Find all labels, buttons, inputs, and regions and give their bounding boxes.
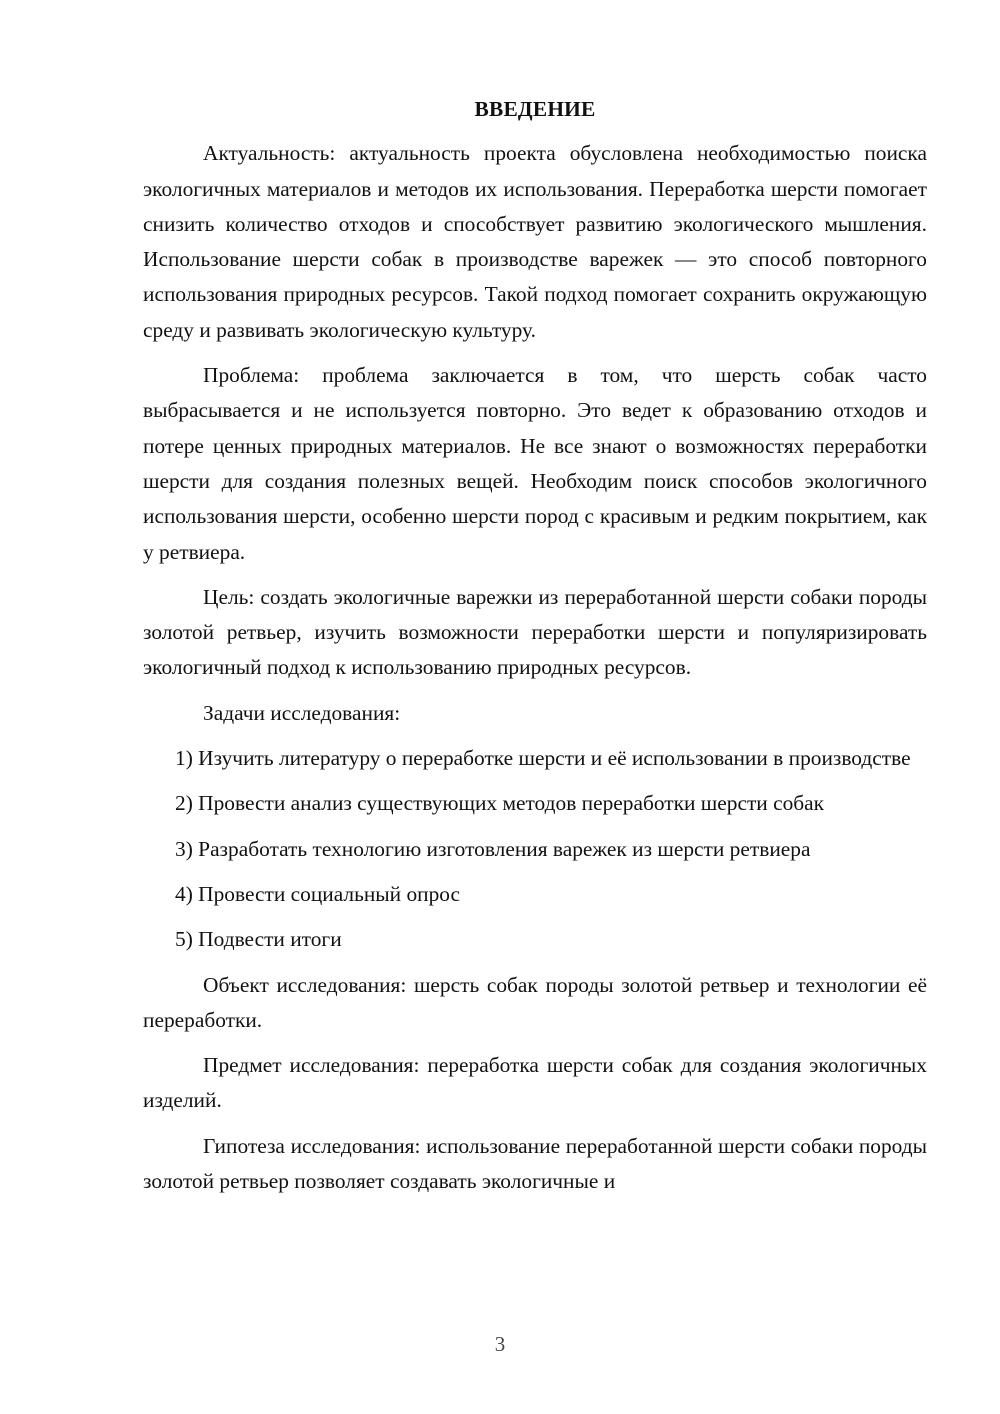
relevance-paragraph: Актуальность: актуальность проекта обусловлена необходимостью поиска экологичных материалов и методов их использования. Переработка шерсти помогает снизить количество отходов и способствует развитию экологического мышления. Использование шерсти собак в производстве варежек — это способ повторного использования природных ресурсов. Такой подход помогает сохранить окружающую среду и развивать экологическую культуру. — [143, 141, 927, 342]
goal-paragraph: Цель: создать экологичные варежки из переработанной шерсти собаки породы золотой ретвьер, изучить возможности переработки шерсти и популяризировать экологичный подход к использованию природных ресурсов. — [143, 584, 927, 680]
hypothesis-paragraph: Гипотеза исследования: использование переработанной шерсти собаки породы золотой ретвьер позволяет создавать экологичные и — [143, 1133, 927, 1194]
list-item: 2) Провести анализ существующих методов переработки шерсти собак — [175, 791, 825, 816]
list-item: 4) Провести социальный опрос — [175, 881, 461, 906]
list-item: 3) Разработать технологию изготовления варежек из шерсти ретвиера — [175, 836, 811, 861]
list-item: 1) Изучить литературу о переработке шерсти и её использовании в производстве — [175, 746, 911, 771]
page-content — [143, 92, 927, 1199]
page-number: 3 — [494, 1332, 506, 1356]
problem-paragraph: Проблема: проблема заключается в том, что шерсть собак часто выбрасывается и не используется повторно. Это ведет к образованию отходов и потере ценных природных материалов. Не все знают о возможностях переработки шерсти для создания полезных вещей. Необходим поиск способов экологичного использования шерсти, особенно шерсти пород с красивым и редким покрытием, как у ретвиера. — [143, 363, 927, 564]
subject-paragraph: Предмет исследования: переработка шерсти собак для создания экологичных изделий. — [143, 1053, 927, 1113]
tasks-list — [143, 741, 927, 957]
tasks-heading: Задачи исследования: — [203, 700, 401, 725]
page-title: ВВЕДЕНИЕ — [474, 97, 596, 121]
list-item: 5) Подвести итоги — [175, 927, 342, 952]
object-paragraph: Объект исследования: шерсть собак породы золотой ретвьер и технологии её переработки. — [143, 972, 927, 1032]
